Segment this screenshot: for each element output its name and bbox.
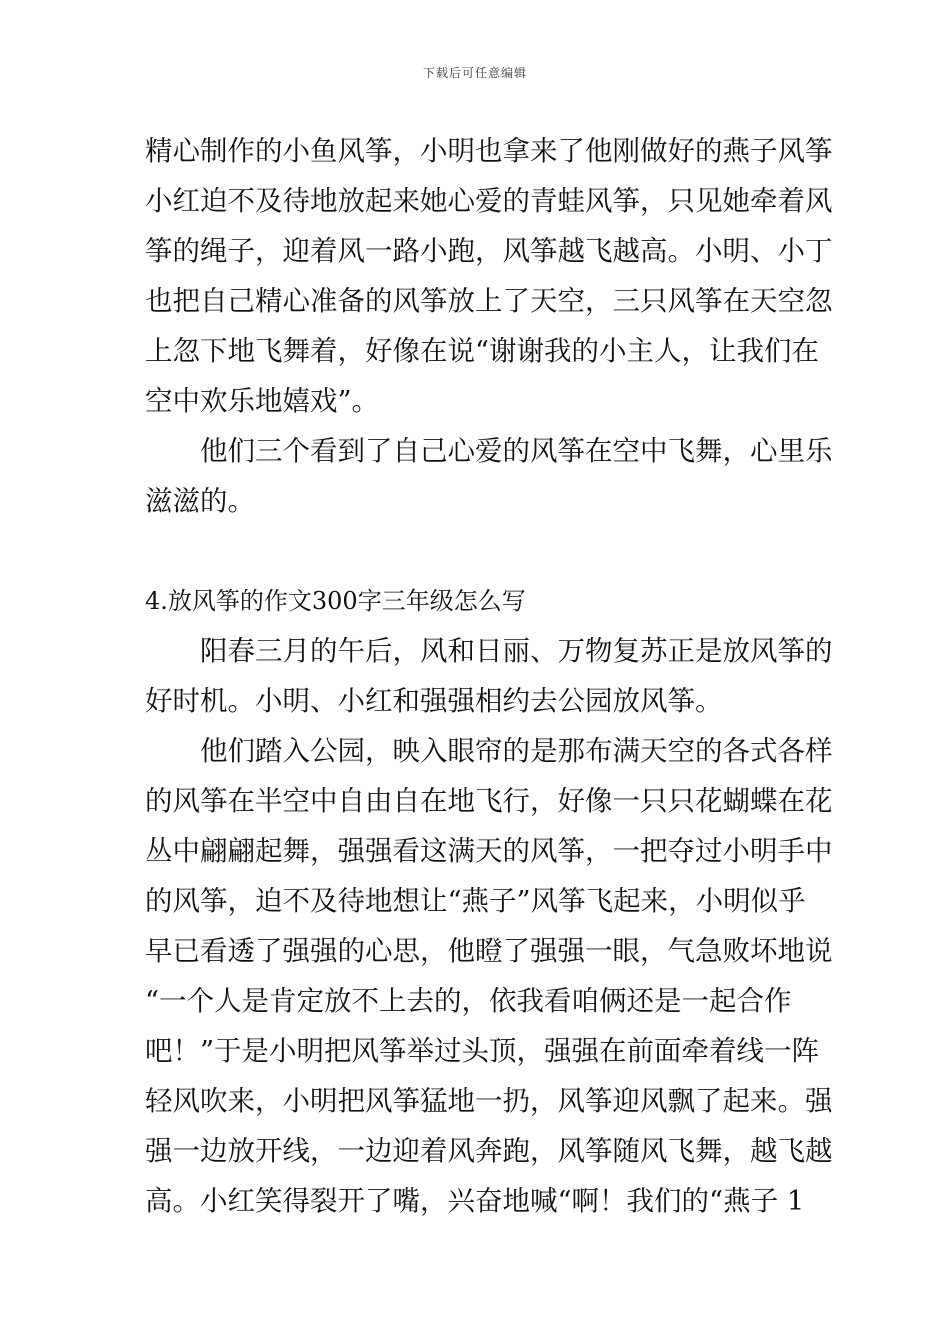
text-line: 的风筝在半空中自由自在地飞行，好像一只只花蝴蝶在花: [145, 785, 833, 817]
text-line: 他们三个看到了自己心爱的风筝在空中飞舞，心里乐: [200, 435, 833, 467]
text-line: 轻风吹来，小明把风筝猛地一扔，风筝迎风飘了起来。强: [145, 1085, 833, 1117]
text-line: 小红迫不及待地放起来她心爱的青蛙风筝，只见她牵着风: [145, 185, 833, 217]
text-line: 早已看透了强强的心思，他瞪了强强一眼，气急败坏地说: [145, 935, 833, 967]
text-line: 的风筝，迫不及待地想让“燕子”风筝飞起来，小明似乎: [145, 885, 806, 917]
text-line: 吧！”于是小明把风筝举过头顶，强强在前面牵着线一阵: [145, 1035, 820, 1067]
text-line: 滋滋的。: [145, 485, 255, 517]
text-line: 也把自己精心准备的风筝放上了天空，三只风筝在天空忽: [145, 285, 833, 317]
text-line: 筝的绳子，迎着风一路小跑，风筝越飞越高。小明、小丁: [145, 235, 833, 267]
text-line: 高。小红笑得裂开了嘴，兴奋地喊“啊！我们的“燕子 1: [145, 1185, 805, 1217]
text-line: 好时机。小明、小红和强强相约去公园放风筝。: [145, 685, 723, 717]
text-line: 空中欢乐地嬉戏”。: [145, 385, 380, 417]
text-line: 精心制作的小鱼风筝，小明也拿来了他刚做好的燕子风筝: [145, 135, 833, 167]
text-line: 丛中翩翩起舞，强强看这满天的风筝，一把夺过小明手中: [145, 835, 833, 867]
text-line: 他们踏入公园，映入眼帘的是那布满天空的各式各样: [200, 735, 833, 767]
text-line: 阳春三月的午后，风和日丽、万物复苏正是放风筝的: [200, 635, 833, 667]
paragraph-gap: [145, 526, 810, 576]
document-body: [145, 126, 833, 1226]
text-line: 上忽下地飞舞着，好像在说“谢谢我的小主人，让我们在: [145, 335, 820, 367]
section-heading: 4.放风筝的作文300字三年级怎么写: [145, 587, 526, 615]
text-line: “一个人是肯定放不上去的，依我看咱俩还是一起合作: [145, 985, 792, 1017]
text-line: 强一边放开线，一边迎着风奔跑，风筝随风飞舞，越飞越: [145, 1135, 833, 1167]
page-header: 下载后可任意编辑: [422, 66, 527, 80]
